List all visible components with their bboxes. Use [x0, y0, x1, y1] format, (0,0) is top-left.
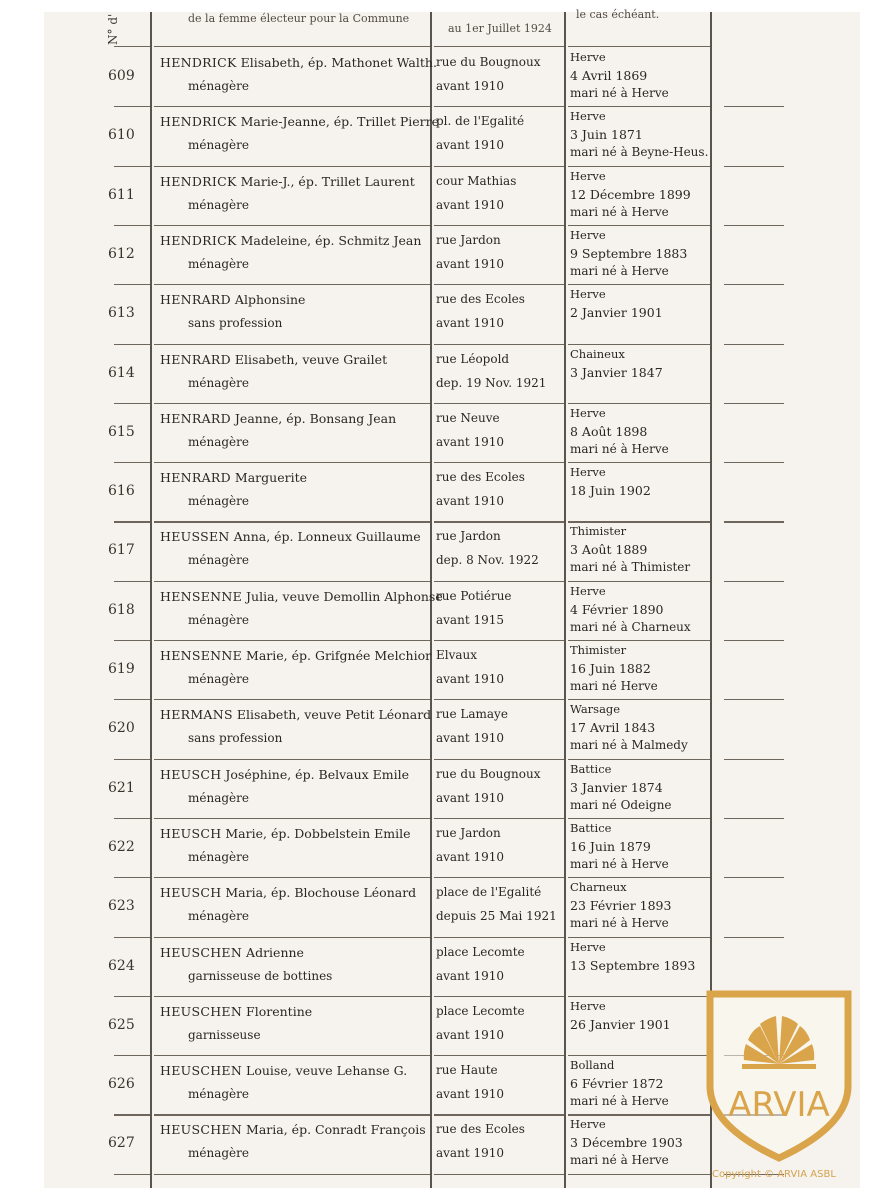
table-row: [44, 938, 860, 997]
arvia-logo: [704, 990, 854, 1162]
residence-since: avant 1910: [436, 494, 504, 509]
husband-birth-note: mari né Herve: [570, 679, 658, 693]
husband-birth-note: mari né à Herve: [570, 1094, 669, 1109]
voter-given-name: Jeanne, ép. Bonsang Jean: [234, 410, 397, 426]
header-number-label: N° d': [106, 13, 120, 45]
husband-birth-note: mari né à Herve: [570, 1153, 669, 1168]
residence-address: place Lecomte: [436, 944, 525, 959]
residence-address: Elvaux: [436, 648, 478, 662]
birth-date: 4 Avril 1869: [570, 68, 648, 83]
husband-birth-note: mari né à Herve: [570, 856, 669, 871]
voter-given-name: Maria, ép. Conradt François: [246, 1122, 426, 1138]
residence-since: avant 1910: [436, 79, 504, 93]
entry-number: 623: [108, 898, 135, 915]
residence-address: rue Jardon: [436, 529, 501, 544]
table-row: [44, 522, 860, 581]
voter-surname: HENRARD: [160, 292, 231, 308]
birth-date: 6 Février 1872: [570, 1076, 664, 1092]
residence-address: rue des Ecoles: [436, 470, 525, 485]
table-row: [44, 48, 860, 107]
voter-given-name: Marie, ép. Dobbelstein Emile: [225, 825, 411, 841]
husband-birth-note: mari né à Herve: [570, 86, 669, 100]
residence-address: place de l'Egalité: [436, 885, 542, 900]
voter-name: [160, 233, 421, 248]
residence-since: avant 1910: [436, 968, 504, 983]
voter-occupation: ménagère: [188, 1087, 249, 1102]
voter-surname: HEUSCHEN: [160, 944, 243, 960]
birth-date: 16 Juin 1882: [570, 661, 651, 676]
voter-surname: HENDRICK: [160, 114, 237, 130]
header-name-label: de la femme électeur pour la Commune: [188, 12, 410, 25]
voter-name: [160, 470, 307, 485]
table-row: [44, 463, 860, 522]
husband-birth-note: mari né à Thimister: [570, 560, 691, 575]
birth-place: Herve: [570, 50, 606, 64]
voter-name: [160, 411, 396, 426]
voter-given-name: Maria, ép. Blochouse Léonard: [225, 885, 417, 901]
voter-name: [160, 1122, 426, 1137]
birth-date: 26 Janvier 1901: [570, 1016, 671, 1032]
entry-number: 621: [108, 779, 135, 796]
entry-number: 610: [108, 127, 135, 144]
header-residence-label: au 1er Juillet 1924: [448, 22, 552, 35]
husband-birth-note: mari né à Herve: [570, 263, 669, 278]
voter-surname: HEUSCH: [160, 766, 222, 782]
residence-since: depuis 25 Mai 1921: [436, 909, 557, 924]
entry-number: 618: [108, 601, 135, 618]
voter-given-name: Marguerite: [234, 470, 307, 486]
voter-name: [160, 589, 443, 604]
table-row: [44, 107, 860, 166]
voter-surname: HENSENNE: [160, 648, 243, 663]
residence-address: rue Jardon: [436, 232, 501, 247]
husband-birth-note: mari né à Charneux: [570, 619, 691, 634]
voter-name: [160, 352, 387, 367]
header-rule: [434, 46, 564, 47]
voter-given-name: Madeleine, ép. Schmitz Jean: [240, 232, 422, 248]
birth-place: Thimister: [570, 524, 627, 539]
birth-place: Herve: [570, 287, 606, 302]
residence-since: dep. 8 Nov. 1922: [436, 553, 539, 568]
residence-address: rue Neuve: [436, 410, 500, 425]
voter-surname: HENRARD: [160, 410, 231, 426]
entry-number: 612: [108, 245, 135, 262]
table-row: [44, 582, 860, 641]
birth-date: 23 Février 1893: [570, 898, 672, 914]
voter-given-name: Elisabeth, ép. Mathonet Walth.: [240, 55, 437, 70]
birth-place: Battice: [570, 761, 612, 776]
birth-date: 9 Septembre 1883: [570, 245, 688, 261]
residence-address: rue Léopold: [436, 351, 510, 366]
voter-occupation: ménagère: [188, 375, 249, 390]
voter-occupation: ménagère: [188, 197, 249, 212]
birth-place: Herve: [570, 998, 606, 1013]
residence-address: rue Haute: [436, 1063, 498, 1078]
header-rule: [568, 46, 710, 47]
residence-address: place Lecomte: [436, 1003, 525, 1018]
residence-since: avant 1910: [436, 1027, 504, 1042]
header-rule: [154, 46, 430, 47]
entry-number: 625: [108, 1016, 135, 1033]
residence-since: avant 1910: [436, 672, 504, 686]
table-row: [44, 345, 860, 404]
copyright-text: Copyright © ARVIA ASBL: [712, 1169, 836, 1180]
residence-address: rue du Bougnoux: [436, 766, 541, 781]
voter-given-name: Alphonsine: [234, 292, 306, 308]
residence-address: rue des Ecoles: [436, 1122, 525, 1137]
birth-date: 17 Avril 1843: [570, 720, 656, 736]
table-row: [44, 226, 860, 285]
voter-occupation: sans profession: [188, 316, 283, 331]
voter-given-name: Louise, veuve Lehanse G.: [246, 1063, 408, 1079]
birth-date: 18 Juin 1902: [570, 483, 651, 499]
entry-number: 611: [108, 186, 135, 203]
residence-address: cour Mathias: [436, 173, 517, 188]
birth-place: Herve: [570, 465, 606, 480]
table-row: [44, 819, 860, 878]
logo-text: ARVIA: [728, 1085, 830, 1125]
birth-date: 3 Août 1889: [570, 542, 648, 558]
voter-name: [160, 292, 305, 307]
voter-name: [160, 945, 304, 960]
voter-name: [160, 114, 439, 129]
birth-date: 4 Février 1890: [570, 601, 664, 617]
voter-name: [160, 767, 409, 782]
table-row: [44, 878, 860, 937]
table-row: [44, 760, 860, 819]
entry-number: 620: [108, 720, 135, 737]
birth-date: 16 Juin 1879: [570, 838, 651, 854]
residence-address: rue des Ecoles: [436, 292, 525, 307]
voter-name: [160, 648, 431, 663]
entry-number: 609: [108, 68, 135, 84]
table-row: [44, 404, 860, 463]
birth-place: Charneux: [570, 880, 627, 895]
voter-name: [160, 885, 416, 900]
voter-occupation: garnisseuse: [188, 1027, 261, 1042]
husband-birth-note: mari né à Herve: [570, 916, 669, 931]
voter-occupation: ménagère: [188, 256, 249, 271]
residence-since: avant 1910: [436, 1087, 504, 1102]
birth-date: 12 Décembre 1899: [570, 186, 691, 202]
birth-place: Herve: [570, 109, 606, 124]
table-row: [44, 167, 860, 226]
birth-date: 3 Janvier 1874: [570, 779, 663, 795]
birth-date: 3 Décembre 1903: [570, 1135, 683, 1151]
voter-name: [160, 707, 431, 722]
residence-address: rue Potiérue: [436, 588, 512, 603]
voter-surname: HERMANS: [160, 707, 233, 723]
voter-name: [160, 529, 421, 544]
voter-occupation: ménagère: [188, 1146, 249, 1161]
birth-place: Warsage: [570, 702, 621, 717]
table-header: [44, 8, 860, 46]
residence-since: avant 1910: [436, 731, 504, 746]
residence-since: avant 1910: [436, 434, 504, 449]
birth-place: Battice: [570, 820, 612, 835]
residence-address: rue Jardon: [436, 825, 501, 840]
residence-since: avant 1910: [436, 1146, 504, 1161]
voter-occupation: ménagère: [188, 494, 249, 509]
birth-date: 13 Septembre 1893: [570, 957, 696, 973]
table-row: [44, 641, 860, 700]
voter-given-name: Marie-J., ép. Trillet Laurent: [240, 173, 415, 189]
entry-number: 615: [108, 423, 135, 440]
residence-since: avant 1910: [436, 790, 504, 805]
voter-surname: HENRARD: [160, 351, 231, 367]
entry-number: 622: [108, 838, 135, 855]
voter-surname: HEUSCHEN: [160, 1063, 243, 1079]
husband-birth-note: mari né à Herve: [570, 204, 669, 219]
voter-name: [160, 1063, 407, 1078]
birth-place: Chaineux: [570, 346, 625, 361]
entry-number: 616: [108, 483, 135, 500]
entry-number: 624: [108, 957, 135, 974]
voter-given-name: Marie-Jeanne, ép. Trillet Pierre: [240, 114, 439, 130]
entry-number: 627: [108, 1135, 135, 1152]
row-rule: [114, 1174, 150, 1175]
birth-place: Herve: [570, 583, 606, 598]
entry-number: 614: [108, 364, 135, 381]
birth-date: 8 Août 1898: [570, 423, 648, 439]
residence-since: avant 1910: [436, 256, 504, 271]
voter-occupation: ménagère: [188, 612, 249, 627]
table-row: [44, 700, 860, 759]
voter-surname: HEUSCHEN: [160, 1122, 243, 1138]
voter-occupation: garnisseuse de bottines: [188, 968, 333, 983]
residence-since: avant 1910: [436, 197, 504, 212]
birth-date: 2 Janvier 1901: [570, 305, 663, 321]
residence-address: rue du Bougnoux: [436, 55, 541, 69]
residence-since: avant 1915: [436, 612, 504, 627]
voter-surname: HEUSCH: [160, 885, 222, 901]
residence-since: avant 1910: [436, 138, 504, 153]
voter-occupation: ménagère: [188, 79, 249, 93]
voter-given-name: Marie, ép. Grifgnée Melchior: [246, 648, 432, 663]
voter-surname: HENRARD: [160, 470, 231, 486]
voter-occupation: ménagère: [188, 553, 249, 568]
voter-occupation: ménagère: [188, 138, 249, 153]
residence-address: pl. de l'Egalité: [436, 114, 525, 129]
entry-number: 613: [108, 305, 135, 322]
birth-date: 3 Juin 1871: [570, 127, 643, 143]
voter-occupation: ménagère: [188, 790, 249, 805]
entry-number: 617: [108, 542, 135, 559]
header-rule: [114, 46, 150, 47]
voter-surname: HENDRICK: [160, 55, 237, 70]
voter-name: [160, 55, 437, 70]
residence-since: dep. 19 Nov. 1921: [436, 375, 547, 390]
birth-place: Bolland: [570, 1058, 615, 1073]
row-rule: [154, 1174, 430, 1175]
voter-occupation: ménagère: [188, 849, 249, 864]
header-birth-label: le cas échéant.: [576, 8, 660, 21]
birth-place: Herve: [570, 1117, 606, 1132]
entry-number: 626: [108, 1076, 135, 1093]
voter-given-name: Florentine: [246, 1003, 313, 1019]
voter-given-name: Julia, veuve Demollin Alphonse: [246, 588, 443, 604]
birth-place: Herve: [570, 405, 606, 420]
voter-surname: HEUSCH: [160, 825, 222, 841]
voter-given-name: Anna, ép. Lonneux Guillaume: [233, 529, 421, 545]
row-rule: [568, 1174, 710, 1175]
voter-occupation: ménagère: [188, 909, 249, 924]
logo-shield: [710, 994, 848, 1158]
voter-occupation: ménagère: [188, 672, 249, 686]
row-rule: [434, 1174, 564, 1175]
voter-name: [160, 1004, 312, 1019]
voter-surname: HENSENNE: [160, 588, 243, 604]
husband-birth-note: mari né à Malmedy: [570, 738, 688, 753]
birth-date: 3 Janvier 1847: [570, 364, 663, 380]
voter-occupation: ménagère: [188, 434, 249, 449]
voter-surname: HEUSCHEN: [160, 1003, 243, 1019]
birth-place: Herve: [570, 939, 606, 954]
residence-since: avant 1910: [436, 316, 504, 331]
voter-given-name: Elisabeth, veuve Petit Léonard: [236, 707, 432, 723]
voter-surname: HENDRICK: [160, 173, 237, 189]
voter-surname: HENDRICK: [160, 232, 237, 248]
husband-birth-note: mari né à Beyne-Heus.: [570, 145, 709, 160]
voter-name: [160, 826, 410, 841]
residence-since: avant 1910: [436, 849, 504, 864]
voter-occupation: sans profession: [188, 731, 283, 746]
husband-birth-note: mari né Odeigne: [570, 797, 672, 812]
table-row: [44, 285, 860, 344]
entry-number: 619: [108, 661, 135, 677]
voter-given-name: Adrienne: [246, 944, 304, 960]
husband-birth-note: mari né à Herve: [570, 441, 669, 456]
birth-place: Herve: [570, 227, 606, 242]
birth-place: Thimister: [570, 643, 627, 657]
residence-address: rue Lamaye: [436, 707, 508, 722]
voter-given-name: Elisabeth, veuve Grailet: [234, 351, 388, 367]
voter-surname: HEUSSEN: [160, 529, 230, 545]
voter-given-name: Joséphine, ép. Belvaux Emile: [225, 766, 410, 782]
birth-place: Herve: [570, 168, 606, 183]
voter-name: [160, 174, 415, 189]
